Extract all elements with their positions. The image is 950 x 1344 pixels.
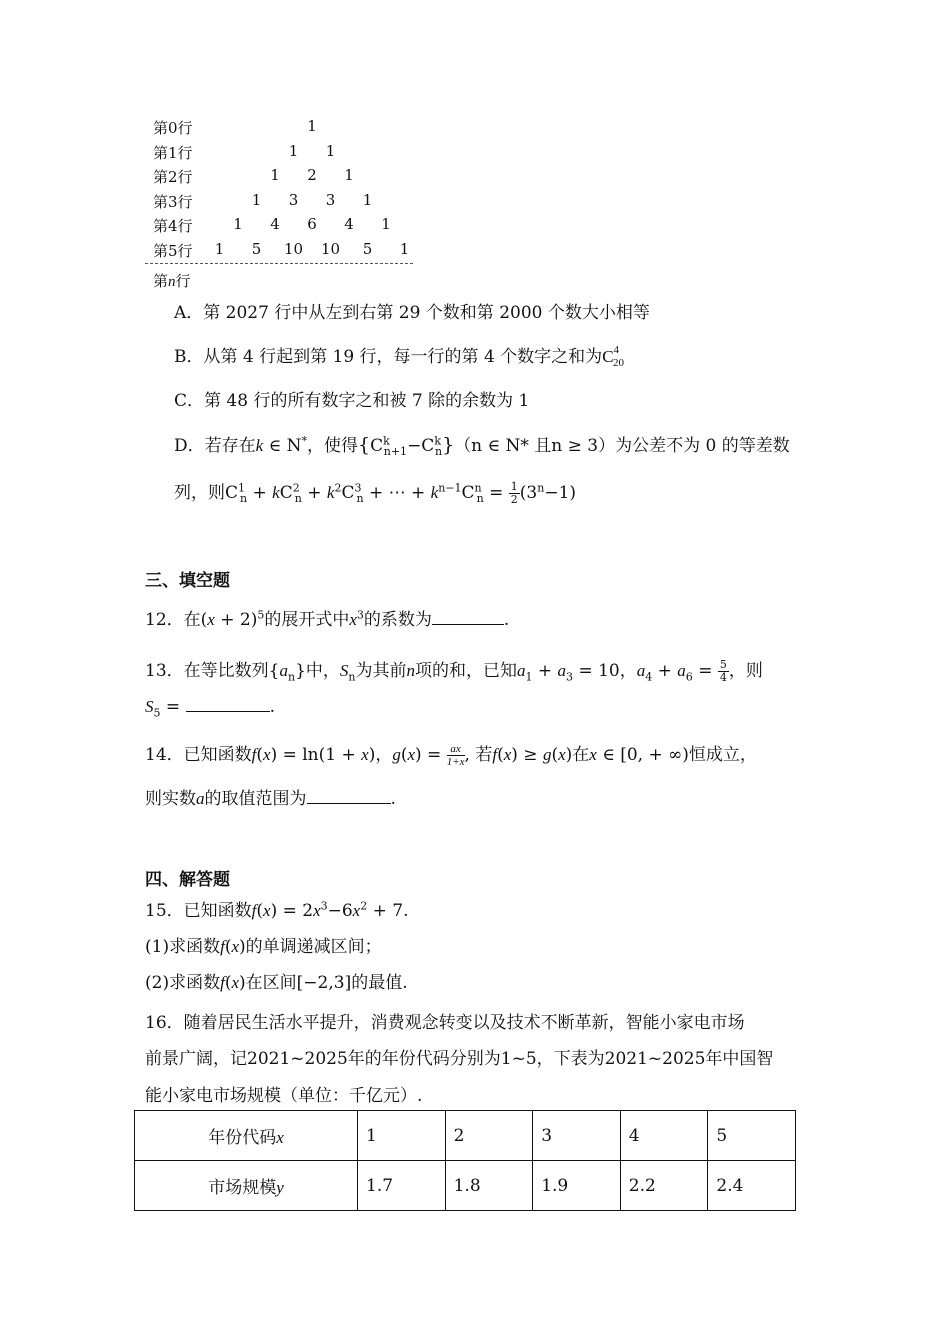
question-13-line1: 13．在等比数列$\{a_n\}$中，$S_n$为其前n项的和，已知$a_1 + a_3 = 10$，$a_4 + a_6$ = $\frac{5}{4}$ ，则 xyxy=(145,658,763,684)
table-row xyxy=(135,1111,796,1161)
triangle-number: 4 xyxy=(344,215,354,233)
table-cell: 5 xyxy=(708,1111,796,1161)
triangle-number: 10 xyxy=(283,239,304,258)
table-cell: 1.9 xyxy=(533,1161,621,1211)
triangle-row-label: 第5行 xyxy=(153,241,193,260)
question-16-line1: 16．随着居民生活水平提升，消费观念转变以及技术不断革新，智能小家电市场 xyxy=(145,1013,745,1033)
triangle-number: 1 xyxy=(325,141,336,160)
section-3-heading: 三、填空题 xyxy=(145,571,230,591)
question-15: 15．已知函数$f(x) = 2x^3-6x^2 + 7$. xyxy=(145,899,409,921)
table-cell: 2 xyxy=(445,1111,533,1161)
dashed-divider xyxy=(145,263,413,264)
triangle-row-label: 第3行 xyxy=(153,192,193,211)
table-header-cell: 市场规模y xyxy=(135,1161,358,1211)
question-15-part2: (2)求函数f(x)在区间[−2,3]的最值. xyxy=(145,973,408,993)
option-c: C．第 48 行的所有数字之和被 7 除的余数为 1 xyxy=(174,391,530,411)
triangle-number: 5 xyxy=(362,239,373,258)
triangle-number: 3 xyxy=(288,190,299,209)
triangle-number: 1 xyxy=(251,190,262,209)
triangle-number: 1 xyxy=(362,190,373,209)
triangle-number: 4 xyxy=(270,215,280,233)
answer-blank[interactable] xyxy=(307,789,391,804)
triangle-row-label: 第4行 xyxy=(153,217,193,235)
triangle-row-n-label: 第n行 xyxy=(153,272,191,290)
triangle-number: 1 xyxy=(381,215,391,233)
market-size-table xyxy=(134,1110,796,1211)
question-13-line2: $S_5$ = . xyxy=(145,697,275,720)
option-d-line2: 列，则$C^1_n + kC^2_n + k^2C^3_n$ + ⋯ + $k^{n-1}C^n_n$ = $\frac{1}{2}$ $(3^n-1)$ xyxy=(174,480,577,506)
triangle-number: 3 xyxy=(325,190,336,209)
triangle-number: 1 xyxy=(214,239,225,258)
question-15-part1: (1)求函数f(x)的单调递减区间； xyxy=(145,937,382,957)
table-row xyxy=(135,1161,796,1211)
triangle-number: 1 xyxy=(307,117,317,135)
table-cell: 1 xyxy=(358,1111,446,1161)
answer-blank[interactable] xyxy=(432,610,504,625)
question-12: 12．在$(x + 2)^5$的展开式中$x^3$的系数为 . xyxy=(145,608,510,630)
triangle-number: 6 xyxy=(307,215,317,233)
triangle-number: 2 xyxy=(307,166,317,184)
table-cell: 1.8 xyxy=(445,1161,533,1211)
table-cell: 2.2 xyxy=(620,1161,708,1211)
question-16-line3: 能小家电市场规模（单位：千亿元）. xyxy=(145,1086,423,1106)
triangle-number: 1 xyxy=(288,141,299,160)
question-14-line2: 则实数a的取值范围为 . xyxy=(145,789,396,809)
answer-blank[interactable] xyxy=(186,697,270,712)
triangle-number: 5 xyxy=(251,239,262,258)
question-16-line2: 前景广阔，记2021~2025年的年份代码分别为1~5，下表为2021~2025年中国智 xyxy=(145,1049,774,1069)
table-header-cell: 年份代码x xyxy=(135,1111,358,1161)
triangle-number: 10 xyxy=(320,239,341,258)
triangle-row-label: 第1行 xyxy=(153,143,193,162)
option-d-line1: D．若存在k ∈ N*，使得$\{C^k_{n+1}-C^k_n\}(n$ ∈ N* 且n ≥ 3）为公差不为 0 的等差数 xyxy=(174,434,790,459)
section-4-heading: 四、解答题 xyxy=(145,870,230,890)
option-b: B．从第 4 行起到第 19 行，每一行的第 4 个数字之和为$C^4_{20}$ xyxy=(174,344,625,370)
table-cell: 4 xyxy=(620,1111,708,1161)
option-a: A．第 2027 行中从左到右第 29 个数和第 2000 个数大小相等 xyxy=(174,303,650,323)
triangle-number: 1 xyxy=(270,166,280,184)
table-cell: 2.4 xyxy=(708,1161,796,1211)
question-14-line1: 14．已知函数f(x) = ln(1 + x)，g(x) = $\frac{ax}{1+x}$ , 若f(x) ≥ g(x)在x ∈ [0, + ∞)恒成立， xyxy=(145,743,757,768)
triangle-row-label: 第2行 xyxy=(153,168,193,186)
table-cell: 3 xyxy=(533,1111,621,1161)
triangle-number: 1 xyxy=(399,239,410,258)
table-cell: 1.7 xyxy=(358,1161,446,1211)
triangle-number: 1 xyxy=(233,215,243,233)
triangle-number: 1 xyxy=(344,166,354,184)
triangle-row-label: 第0行 xyxy=(153,119,193,137)
